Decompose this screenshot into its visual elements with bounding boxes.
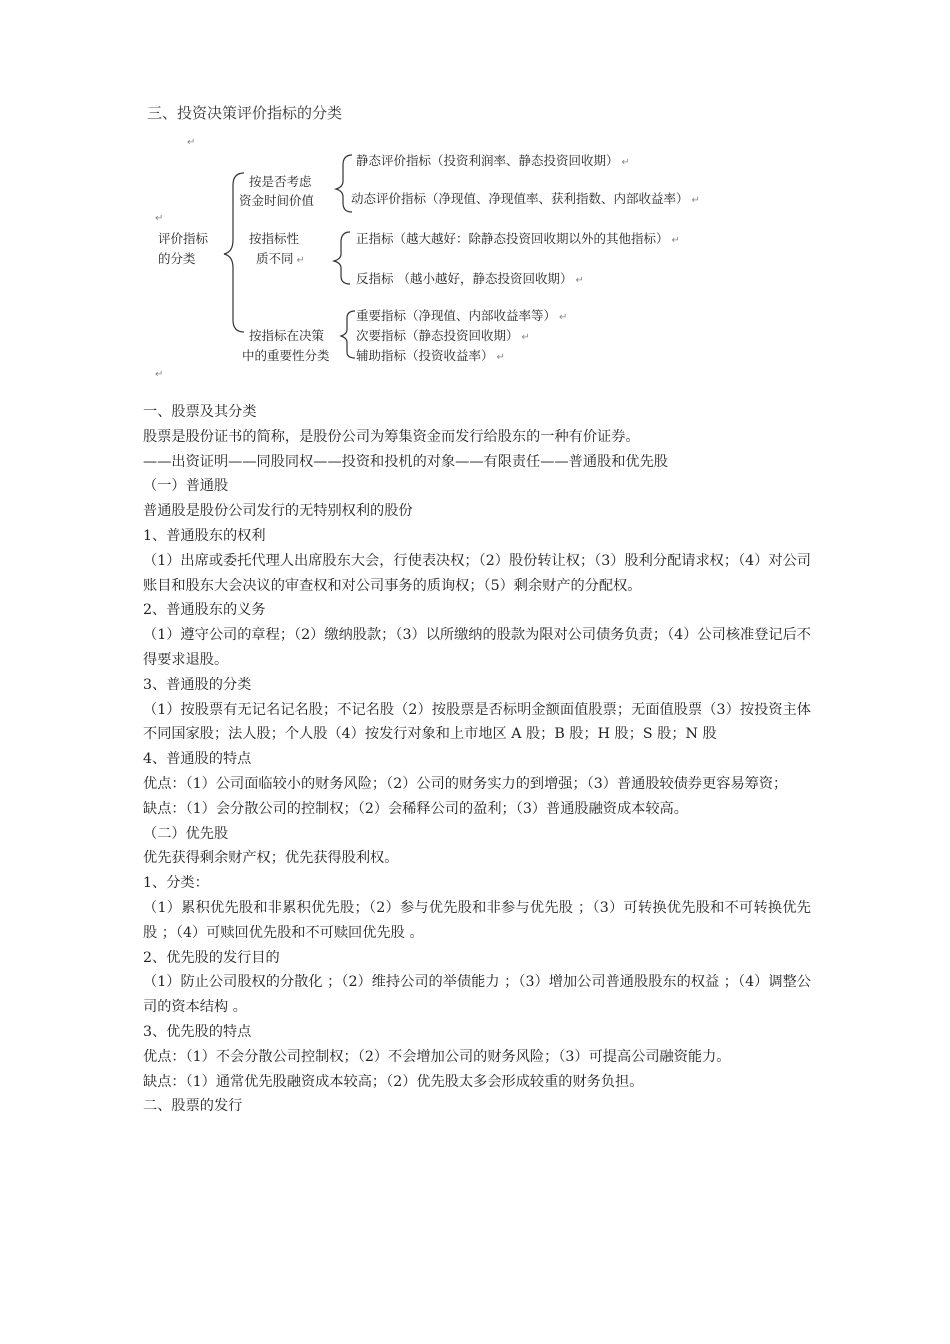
paragraph-mark-icon: ↵ [155,369,164,380]
section-title: 三、投资决策评价指标的分类 [147,104,343,122]
paragraph-mark-icon: ↵ [575,275,584,286]
group2-label-line2: 质不同 ↵ [256,251,305,266]
group1-label-line1: 按是否考虑 [249,174,312,189]
paragraph-mark-icon: ↵ [496,352,505,363]
group2-item-negative: 反指标 （越小越好，静态投资回收期） ↵ [356,271,584,286]
subheading: 1、普通股东的权利 [143,527,266,544]
group3-item-secondary: 次要指标（静态投资回收期） ↵ [356,328,530,343]
text-paragraph: （1）累积优先股和非累积优先股；（2）参与优先股和非参与优先股 ；（3）可转换优先股和不可转换优先股 ；（4）可赎回优先股和不可赎回优先股 。 [143,899,811,941]
text-paragraph: 普通股是股份公司发行的无特别权利的股份 [143,503,413,520]
root-label-line1: 评价指标 [158,231,209,246]
text-paragraph: （1）出席或委托代理人出席股东大会，行使表决权；（2）股份转让权；（3）股利分配请求权；（4）对公司账目和股东大会决议的审查权和对公司事务的质询权；（5）剩余财产的分配权。 [143,552,811,594]
subheading: 1、分类： [143,875,209,892]
body-text [143,400,811,1119]
paragraph-mark-icon: ↵ [691,195,700,206]
group1-label-line2: 资金时间价值 [239,193,315,208]
text-paragraph: （1）遵守公司的章程；（2）缴纳股款；（3）以所缴纳的股款为限对公司债务负责；（4）公司核准登记后不得要求退股。 [143,627,811,668]
group1-item-static: 静态评价指标（投资利润率、静态投资回收期） ↵ [356,153,630,168]
group3-label-line1: 按指标在决策 [249,328,325,343]
text-paragraph: 优点：（1）公司面临较小的财务风险；（2）公司的财务实力的到增强；（3）普通股较债券更容易筹资； [143,775,788,792]
subheading: 3、优先股的特点 [143,1023,252,1040]
heading-stock-issuance: 二、股票的发行 [143,1098,243,1115]
group1-item-dynamic: 动态评价指标（净现值、净现值率、获利指数、内部收益率） ↵ [351,191,700,206]
subheading-preferred-stock: （二）优先股 [143,825,229,842]
text-paragraph: 优点：（1）不会分散公司控制权；（2）不会增加公司的财务风险；（3）可提高公司融资能力。 [143,1048,731,1065]
classification-diagram [0,0,950,400]
text-paragraph: （1）按股票有无记名记名股；不记名股（2）按股票是否标明金额面值股票；无面值股票（3）按投资主体不同国家股；法人股；个人股（4）按发行对象和上市地区 A 股；B 股；H 股；S 股；N 股 [143,701,811,743]
group3-brace [341,311,355,358]
paragraph-mark-icon: ↵ [296,255,305,266]
text-paragraph: （1）防止公司股权的分散化 ；（2）维持公司的举债能力 ；（3）增加公司普通股股东的权益 ；（4）调整公司的资本结构 。 [143,974,811,1016]
text-paragraph: 缺点：（1）会分散公司的控制权；（2）会稀释公司的盈利；（3）普通股融资成本较高。 [143,800,688,817]
paragraph-mark-icon: ↵ [521,332,530,343]
paragraph-mark-icon: ↵ [559,312,568,323]
subheading: 2、优先股的发行目的 [143,949,280,966]
paragraph-mark-icon: ↵ [187,137,196,148]
paragraph-mark-icon: ↵ [155,213,164,224]
group2-brace [334,232,350,284]
subheading: 3、普通股的分类 [143,676,252,693]
group3-item-primary: 重要指标（净现值、内部收益率等） ↵ [356,308,568,323]
paragraph-mark-icon: ↵ [671,235,680,246]
subheading: 2、普通股东的义务 [143,602,266,619]
root-label-line2: 的分类 [158,251,196,266]
text-paragraph: 优先获得剩余财产权；优先获得股利权。 [143,850,399,867]
text-paragraph: ——出资证明——同股同权——投资和投机的对象——有限责任——普通股和优先股 [143,453,668,470]
paragraph-mark-icon: ↵ [621,157,630,168]
text-paragraph: 股票是股份证书的简称，是股份公司为筹集资金而发行给股东的一种有价证券。 [143,428,640,445]
group2-label-line1: 按指标性 [249,231,300,246]
text-paragraph: 缺点：（1）通常优先股融资成本较高；（2）优先股太多会形成较重的财务负担。 [143,1073,644,1090]
subheading-common-stock: （一）普通股 [143,478,229,495]
group1-brace [336,155,352,212]
heading-stock-classification: 一、股票及其分类 [143,404,257,420]
group2-item-positive: 正指标（越大越好：除静态投资回收期以外的其他指标） ↵ [356,231,680,246]
group3-label-line2: 中的重要性分类 [242,348,330,363]
group3-item-auxiliary: 辅助指标（投资收益率） ↵ [356,348,505,363]
subheading: 4、普通股的特点 [143,751,252,768]
